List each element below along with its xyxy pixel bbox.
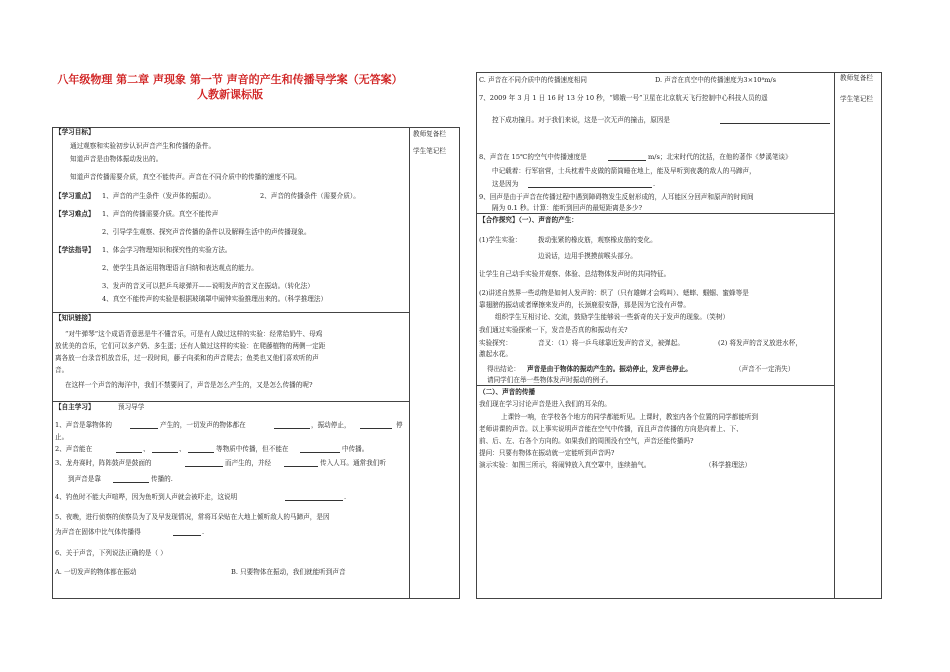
goal-line-1: 通过观察和实验初步认识声音产生和传播的条件。 <box>70 142 216 150</box>
q3-blank-1[interactable] <box>185 459 223 467</box>
key-point-1: 1、声音的产生条件（发声体的振动）。 <box>102 192 215 200</box>
q3-text-c: 传入人耳。通常我们听 <box>320 459 386 467</box>
prop-line-4: 前、后、左、右各个方向的。如果我们的周围没有空气，声音还能传播吗? <box>479 437 694 445</box>
prop-line-1: 我们现在学习讨论声音是进入我们的耳朵的。 <box>479 400 611 408</box>
left-column-divider <box>409 127 410 599</box>
exp-summary: 让学生自己动手实验并观察、体验、总结物体发声时的共同特征。 <box>479 270 671 278</box>
conclusion-ask: 请同学们在举一些物体发声时振动的例子。 <box>487 376 613 384</box>
conclusion-label: 得出结论： <box>487 365 520 373</box>
q4-text-b: . <box>344 493 347 501</box>
exp-item-2: 边说话，边用手摸摸前喉头部分。 <box>538 252 637 260</box>
q1-text-a: 1、声音是靠物体的 <box>55 421 112 429</box>
knowledge-line-5: 在这样一个声音的海洋中，我们不禁要问了，声音是怎么产生的，又是怎么传播的呢? <box>65 381 313 389</box>
q8-line-2: 中记载着：行军宿营，士兵枕着牛皮做的箭筒睡在地上，能及早听到夜袭的敌人的马蹄声， <box>492 167 756 175</box>
q5-text-b: 为声音在固体中比气体传播得 <box>55 528 141 536</box>
preview-label: 预习导学 <box>118 403 145 411</box>
q3-text-b: 而产生的，并经 <box>225 459 272 467</box>
conclusion-note: （声音不一定消失） <box>735 365 795 373</box>
q1-blank-1[interactable] <box>130 421 158 429</box>
left-teacher-label: 教师复备栏 <box>413 130 446 138</box>
q3-blank-2[interactable] <box>284 459 318 467</box>
knowledge-line-2: 放优美的音乐，它们可以多产奶、多生蛋；还有人做过这样的实验：在爬藤植物的两侧一定距 <box>55 342 326 350</box>
right-section-line-propagation <box>476 385 834 386</box>
heading-propagation: （二）、声音的传播 <box>479 388 536 396</box>
heading-key-points: 【学习重点】 <box>55 192 95 200</box>
method-4: 4、真空不能传声的实验是根据玻璃罩中闹钟实验推理出来的。（科学推理法） <box>102 295 328 303</box>
left-student-label: 学生笔记栏 <box>413 147 446 155</box>
q5-text-a: 5、夜晚，进行侦察的侦察员为了及早发现情况，常将耳朵贴在大地上倾听敌人的马蹄声，是因 <box>55 513 330 521</box>
q4-text-a: 4、钓鱼时不能大声喧哗，因为鱼听到人声就会被吓走，这说明 <box>55 493 238 501</box>
heading-learning-goals: 【学习目标】 <box>55 128 95 136</box>
method-3: 3、发声的音叉可以把乒乓球弹开——说明发声的音叉在振动。（转化法） <box>102 282 314 290</box>
heading-difficulties: 【学习难点】 <box>55 210 95 218</box>
right-table <box>476 72 882 599</box>
left-section-line-knowledge <box>52 312 410 313</box>
nature-line-1: (2)讲述自然界一些动物是如何人发声的：织了（只有雄蝉才会鸣叫）、蟋蟀、蝈蝈、蜜蜂等是 <box>479 289 749 297</box>
prop-question: 提问：只要有物体在振动就一定能听到声音吗? <box>479 449 615 457</box>
q8-blank-1[interactable] <box>608 153 646 161</box>
q2-sep-1: 、 <box>143 445 150 453</box>
q5-blank-1[interactable] <box>173 528 201 536</box>
exp-label: (1)学生实验： <box>479 236 522 244</box>
right-column-divider <box>834 72 835 599</box>
exp-item-1: 拨动张紧的橡皮筋，观察橡皮筋的变化。 <box>538 236 657 244</box>
knowledge-line-3: 离各放一台录音机放音乐，过一段时间，藤子向柔和的声音爬去；鱼类也又他们喜欢听的声 <box>55 354 319 362</box>
q2-blank-2[interactable] <box>152 445 178 453</box>
knowledge-line-1: “对牛弹琴”这个成语背意思是牛不懂音乐，可是有人做过这样的实验：经常给奶牛、母鸡 <box>65 330 323 338</box>
q4-blank-1[interactable] <box>285 493 343 501</box>
right-student-label: 学生笔记栏 <box>840 95 873 103</box>
q8-line-3a: 这是因为 <box>492 180 519 188</box>
prop-line-2: 上课铃一响，在学校各个地方的同学都能听见。上课时，教室内各个位置的同学都能听到 <box>501 413 759 421</box>
prop-demo: 演示实验：如图三所示，将闹钟放入真空罩中，连续抽气。 <box>479 461 651 469</box>
q8-blank-2[interactable] <box>528 180 652 188</box>
q2-blank-1[interactable] <box>116 445 142 453</box>
tuning-fork-2: (2) 将发声的音叉放进水杯， <box>718 339 802 347</box>
q2-text-a: 2、声音能在 <box>55 445 93 453</box>
q1-blank-3[interactable] <box>360 421 392 429</box>
q1-text-c: ，振动停止， <box>311 421 351 429</box>
nature-line-2: 靠翅膀的振动或者摩擦来发声的，长颈鹿很安静，那是因为它没有声带。 <box>479 301 690 309</box>
page-title: 八年级物理 第二章 声现象 第一节 声音的产生和传播导学案（无答案） 人教新课标版 <box>57 73 403 101</box>
heading-cooperate: 【合作探究】（一）、声音的产生： <box>479 216 578 224</box>
method-2: 2、使学生具备运用物理语言归纳和表达观点的能力。 <box>102 264 258 272</box>
q5-text-c: . <box>202 528 205 536</box>
knowledge-line-4: 音。 <box>55 366 69 374</box>
q1-text-d: 停 <box>396 421 403 429</box>
key-point-2: 2、声音的传播条件（需要介质）。 <box>260 192 360 200</box>
q7-line-2: 控下成功撞月。对于我们来说，这是一次无声的撞击，原因是 <box>492 116 671 124</box>
heading-study-method: 【学法指导】 <box>55 246 95 254</box>
q6-option-b[interactable]: B. 只要物体在振动，我们就能听到声音 <box>231 568 346 576</box>
right-section-line-cooperate <box>476 213 834 214</box>
tuning-fork-1: 音叉：（1）将一乒乓球靠近发声的音叉，被弹起。 <box>538 339 684 347</box>
q1-blank-2[interactable] <box>274 421 310 429</box>
q7-blank[interactable] <box>720 116 830 124</box>
q8-line-1b: m/s；北宋时代的沈括，在他的著作《梦溪笔谈》 <box>648 153 792 161</box>
q7-line-1: 7、2009 年 3 月 1 日 16 时 13 分 10 秒，“嫦娥一号”卫星在北京航天飞行控制中心科技人员的遥 <box>479 94 768 102</box>
prop-demo-method: （科学推理法） <box>705 461 752 469</box>
q6-question: 6、关于声音，下列说法正确的是（ ） <box>55 549 167 557</box>
q9-line-2: 隔为 0.1 秒。计算：能听到回声的最短距离是多少? <box>492 204 643 212</box>
q3-text-e: 传播的. <box>151 475 173 483</box>
q3-blank-3[interactable] <box>113 475 149 483</box>
nature-line-3: 组织学生互相讨论、交流，鼓励学生能够说一些新奇的关于发声的现象。（笑树） <box>495 313 730 321</box>
heading-knowledge-link: 【知识链接】 <box>55 314 95 322</box>
goal-line-3: 知道声音传播需要介质，真空不能传声。声音在不同介质中的传播的速度不同。 <box>70 173 301 181</box>
q6-option-d[interactable]: D. 声音在真空中的传播速度为3×10⁸m/s <box>655 76 776 84</box>
q2-blank-3[interactable] <box>188 445 214 453</box>
q2-text-b: 等物质中传播，但不能在 <box>216 445 289 453</box>
q3-text-d: 到声音是靠 <box>68 475 101 483</box>
q9-line-1: 9、回声是由于声音在传播过程中遇到障碍物发生反射形成的，人耳能区分回声和原声的时间间 <box>479 193 754 201</box>
q8-line-3b: . <box>653 180 656 188</box>
q2-sep-2: 、 <box>179 445 186 453</box>
tuning-fork-label: 实验探究： <box>479 339 512 347</box>
prop-line-3: 老师讲课的声音。以上事实说明声音能在空气中传播，而且声音传播的方向是向着上、下、 <box>479 425 743 433</box>
heading-self-study: 【自主学习】 <box>55 403 95 411</box>
left-section-line-self <box>52 401 410 402</box>
q6-option-c[interactable]: C. 声音在不同介质中的传播速度相同 <box>479 76 587 84</box>
q1-text-e: 止。 <box>55 433 69 441</box>
q8-line-1a: 8、声音在 15℃的空气中传播速度是 <box>479 153 587 161</box>
q1-text-b: 产生的，一切发声的物体都在 <box>160 421 246 429</box>
q3-text-a: 3、龙舟赛时，阵阵鼓声是鼓面的 <box>55 459 152 467</box>
conclusion-text: 声音是由于物体的振动产生的。振动停止，发声也停止。 <box>527 365 692 373</box>
right-teacher-label: 教师复备栏 <box>840 74 873 82</box>
method-1: 1、体会学习物理知识和探究性的实验方法。 <box>102 246 232 254</box>
goal-line-2: 知道声音是由物体振动发出的。 <box>70 155 163 163</box>
tuning-fork-3: 激起水花。 <box>479 350 512 358</box>
q6-option-a[interactable]: A. 一切发声的物体都在振动 <box>55 568 137 576</box>
difficulty-2: 2、引导学生观察、探究声音传播的条件以及解释生活中的声传播现象。 <box>102 228 311 236</box>
explore-line: 我们通过实验探索一下，发音是否真的和振动有关? <box>479 326 628 334</box>
q2-blank-4[interactable] <box>300 445 340 453</box>
q2-text-c: 中传播。 <box>342 445 369 453</box>
difficulty-1: 1、声音的传播需要介质。真空不能传声 <box>102 210 219 218</box>
